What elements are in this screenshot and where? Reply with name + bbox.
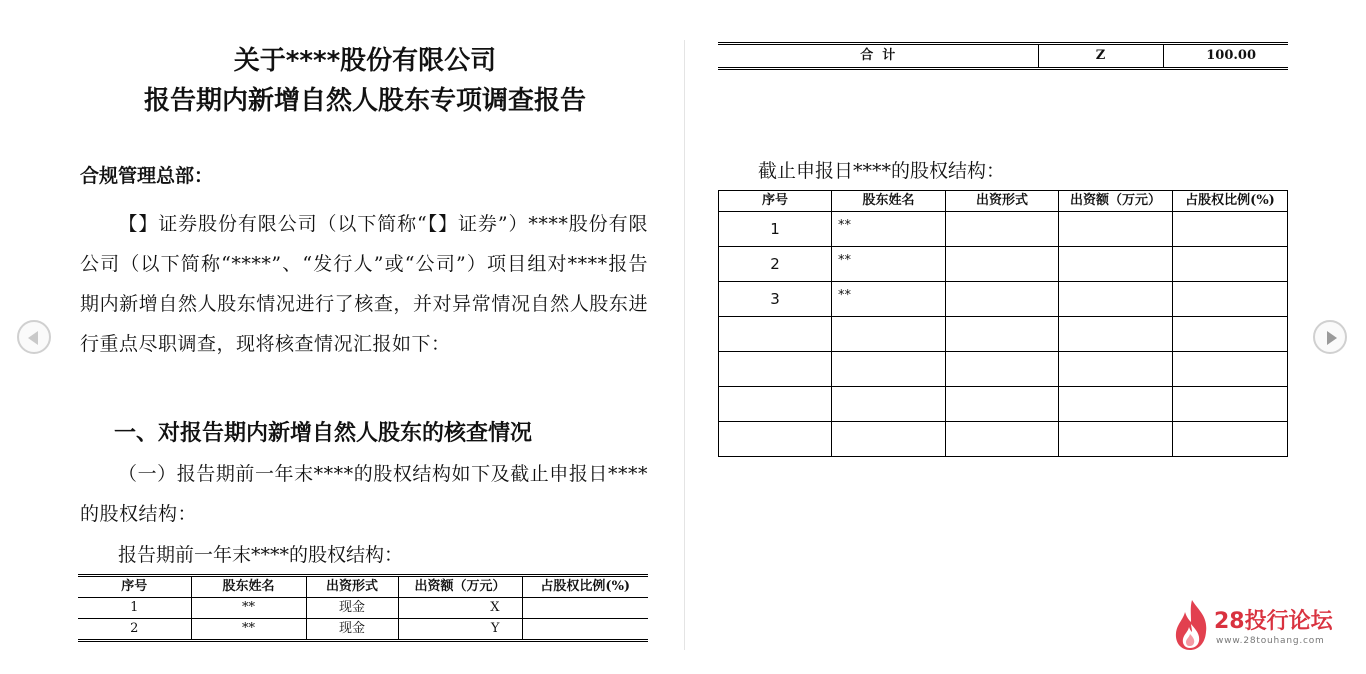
right-page (700, 0, 1300, 674)
cell-amount (1059, 247, 1173, 282)
watermark-site-name: 28投行论坛 (1214, 609, 1333, 634)
cell-ratio (1173, 212, 1288, 247)
cell-amount (1059, 212, 1173, 247)
cell-amount: X (398, 598, 522, 619)
prior-year-caption: 报告期前一年末****的股权结构： (118, 544, 404, 566)
filing-date-equity-table (718, 190, 1288, 457)
cell-form (946, 212, 1059, 247)
cell-name: ** (832, 247, 946, 282)
col-header-seq: 序号 (78, 576, 191, 598)
prev-page-button[interactable] (17, 320, 51, 354)
cell-amount (1059, 282, 1173, 317)
cell-form (946, 282, 1059, 317)
cell-seq: 1 (78, 598, 191, 619)
intro-paragraph (80, 204, 648, 364)
table-row (719, 212, 1288, 247)
cell-name: ** (191, 598, 306, 619)
site-watermark (1172, 598, 1352, 652)
cell-amount (1059, 422, 1173, 457)
table-row (719, 317, 1288, 352)
cell-seq: 2 (719, 247, 832, 282)
table-row (719, 247, 1288, 282)
total-row-table (718, 42, 1288, 70)
cell-name: ** (832, 282, 946, 317)
table-row (719, 387, 1288, 422)
cell-ratio (1173, 387, 1288, 422)
total-amount: Z (1038, 44, 1163, 69)
salutation: 合规管理总部： (80, 165, 214, 187)
intro-text: 【】证券股份有限公司（以下简称“【】证券”）****股份有限公司（以下简称“****”、“发行人”或“公司”）项目组对****报告期内新增自然人股东情况进行了核查，并对异常情况自然人股东进行重点尽职调查，现将核查情况汇报如下： (80, 213, 648, 355)
cell-ratio (522, 598, 648, 619)
col-header-seq: 序号 (719, 191, 832, 212)
cell-form (946, 247, 1059, 282)
col-header-name: 股东姓名 (191, 576, 306, 598)
page-divider (684, 40, 685, 650)
col-header-ratio: 占股权比例(%) (1173, 191, 1288, 212)
table-row (78, 619, 648, 641)
col-header-form: 出资形式 (946, 191, 1059, 212)
cell-amount (1059, 317, 1173, 352)
document-title-line1: 关于****股份有限公司 (233, 46, 497, 76)
cell-form (946, 422, 1059, 457)
cell-form (946, 352, 1059, 387)
chevron-right-icon (1327, 331, 1337, 345)
table-row (78, 598, 648, 619)
cell-seq: 2 (78, 619, 191, 641)
cell-seq (719, 352, 832, 387)
cell-name (832, 387, 946, 422)
cell-form (946, 317, 1059, 352)
col-header-name: 股东姓名 (832, 191, 946, 212)
table-row (719, 282, 1288, 317)
cell-amount (1059, 387, 1173, 422)
table-row (719, 352, 1288, 387)
cell-seq (719, 317, 832, 352)
section-1-heading: 一、对报告期内新增自然人股东的核查情况 (114, 421, 533, 446)
col-header-form: 出资形式 (306, 576, 398, 598)
cell-seq: 1 (719, 212, 832, 247)
left-page (60, 0, 670, 674)
total-percent: 100.00 (1206, 48, 1256, 63)
cell-name: ** (832, 212, 946, 247)
table-header-row (719, 191, 1288, 212)
cell-seq (719, 422, 832, 457)
col-header-amount: 出资额（万元） (398, 576, 522, 598)
chevron-left-icon (28, 331, 38, 345)
cell-form: 现金 (306, 619, 398, 641)
table-header-row (78, 576, 648, 598)
cell-ratio (1173, 317, 1288, 352)
cell-ratio (1173, 247, 1288, 282)
cell-seq: 3 (719, 282, 832, 317)
cell-name (832, 422, 946, 457)
cell-form (946, 387, 1059, 422)
next-page-button[interactable] (1313, 320, 1347, 354)
flame-logo-icon (1172, 598, 1212, 652)
subsection-1-text: （一）报告期前一年末****的股权结构如下及截止申报日****的股权结构： (80, 463, 648, 525)
cell-amount: Y (398, 619, 522, 641)
col-header-ratio: 占股权比例(%) (522, 576, 648, 598)
cell-ratio (522, 619, 648, 641)
prior-year-equity-table (78, 574, 648, 642)
watermark-url: www.28touhang.com (1216, 636, 1325, 646)
cell-seq (719, 387, 832, 422)
total-label: 合 计 (718, 44, 1038, 69)
cell-ratio (1173, 422, 1288, 457)
cell-form: 现金 (306, 598, 398, 619)
filing-date-caption: 截止申报日****的股权结构： (758, 160, 1006, 182)
table-row (719, 422, 1288, 457)
col-header-amount: 出资额（万元） (1059, 191, 1173, 212)
total-row (718, 44, 1288, 69)
cell-ratio (1173, 282, 1288, 317)
cell-ratio (1173, 352, 1288, 387)
document-title-line2: 报告期内新增自然人股东专项调查报告 (143, 86, 586, 116)
cell-name: ** (191, 619, 306, 641)
cell-name (832, 352, 946, 387)
cell-amount (1059, 352, 1173, 387)
cell-name (832, 317, 946, 352)
subsection-1-paragraph (80, 454, 648, 534)
